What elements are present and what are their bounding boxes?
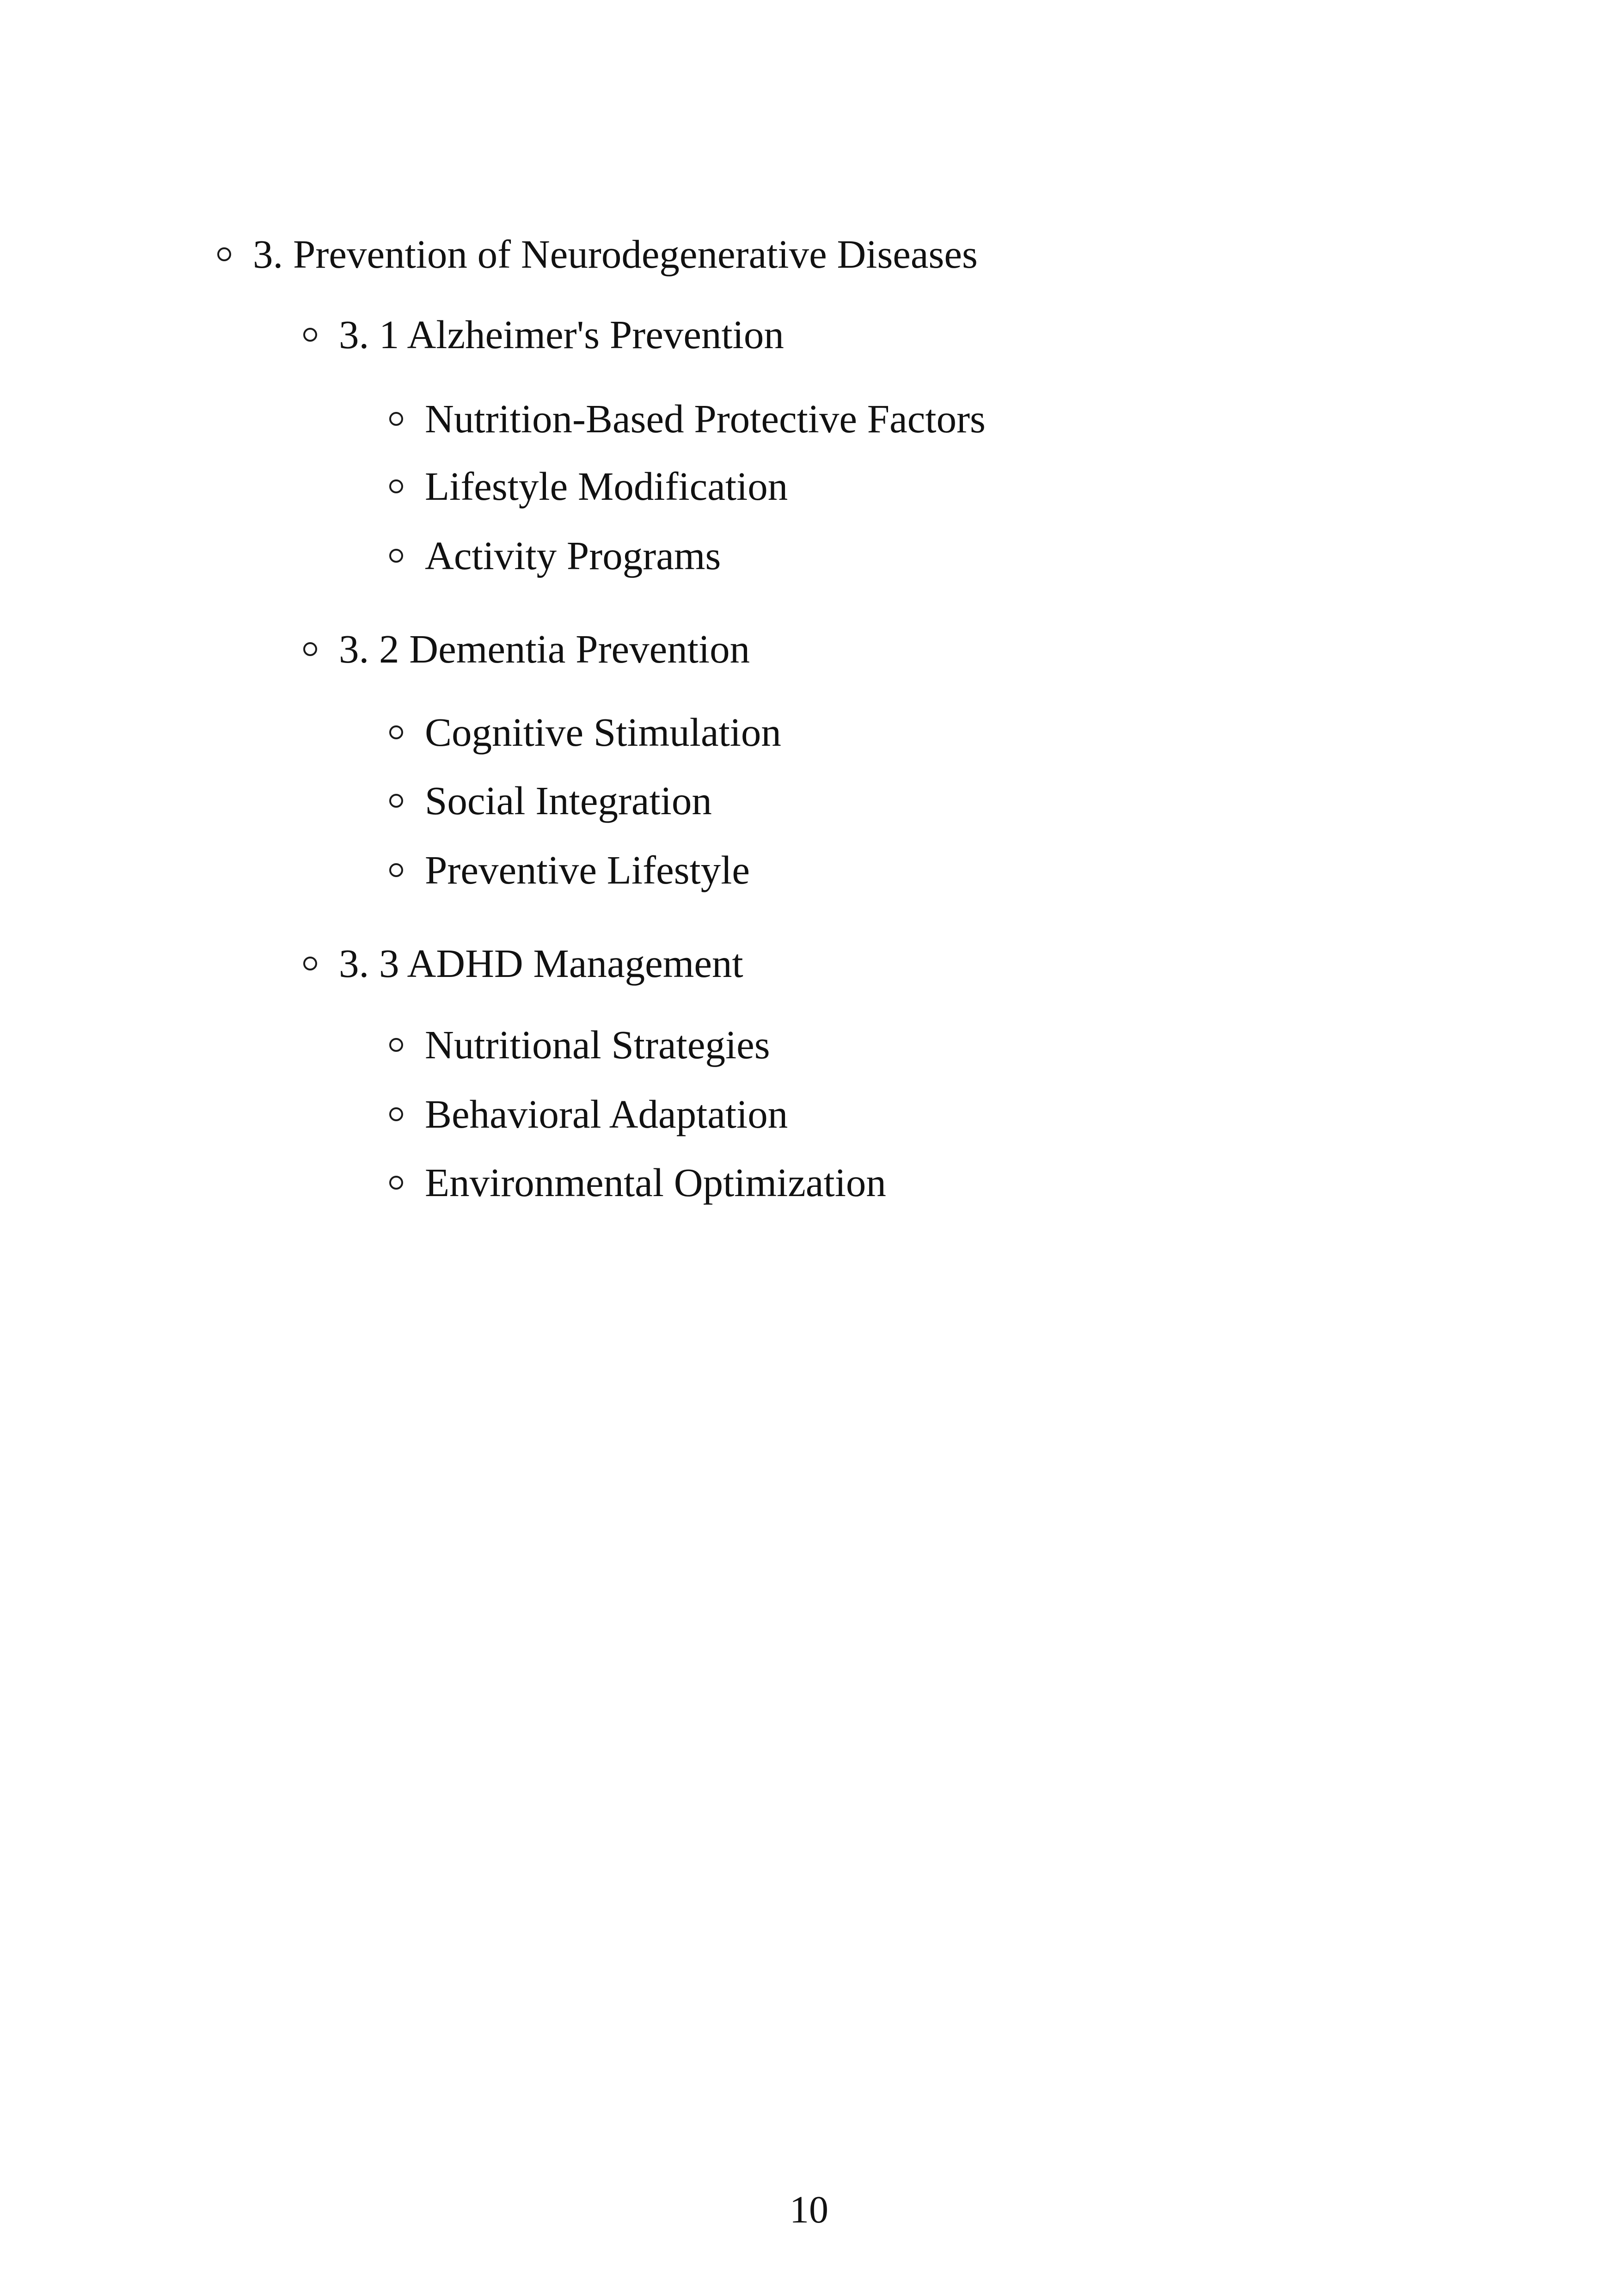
outline-item xyxy=(389,773,712,829)
hollow-circle-bullet-icon xyxy=(217,247,231,261)
subsection-heading: 3. 1 Alzheimer's Prevention xyxy=(339,312,784,357)
outline-item-label: Preventive Lifestyle xyxy=(425,847,750,892)
outline-item-label: Social Integration xyxy=(425,778,712,823)
hollow-circle-bullet-icon xyxy=(389,794,403,808)
outline-item-label: Behavioral Adaptation xyxy=(425,1092,788,1136)
hollow-circle-bullet-icon xyxy=(303,328,317,342)
outline-item-label: Lifestyle Modification xyxy=(425,464,788,509)
outline-subsection-3-3 xyxy=(303,936,743,991)
subsection-heading: 3. 3 ADHD Management xyxy=(339,941,743,986)
outline-item xyxy=(389,1087,788,1142)
hollow-circle-bullet-icon xyxy=(389,479,403,493)
outline-item-label: Nutritional Strategies xyxy=(425,1022,770,1067)
outline-subsection-3-1 xyxy=(303,307,784,362)
outline-section-3 xyxy=(217,227,978,282)
outline-item xyxy=(389,1155,886,1210)
outline-item xyxy=(389,391,986,447)
outline-item-label: Environmental Optimization xyxy=(425,1160,886,1205)
page-number: 10 xyxy=(790,2188,828,2231)
outline-subsection-3-2 xyxy=(303,621,750,677)
outline-item xyxy=(389,459,788,514)
hollow-circle-bullet-icon xyxy=(389,549,403,563)
hollow-circle-bullet-icon xyxy=(389,1038,403,1052)
hollow-circle-bullet-icon xyxy=(389,725,403,739)
section-heading: 3. Prevention of Neurodegenerative Diseases xyxy=(253,232,978,276)
outline-item xyxy=(389,842,750,898)
hollow-circle-bullet-icon xyxy=(389,1176,403,1190)
outline-item xyxy=(389,705,781,760)
hollow-circle-bullet-icon xyxy=(389,863,403,877)
subsection-heading: 3. 2 Dementia Prevention xyxy=(339,626,750,671)
hollow-circle-bullet-icon xyxy=(303,642,317,656)
hollow-circle-bullet-icon xyxy=(389,412,403,426)
hollow-circle-bullet-icon xyxy=(303,957,317,970)
outline-item-label: Nutrition-Based Protective Factors xyxy=(425,396,986,441)
hollow-circle-bullet-icon xyxy=(389,1107,403,1121)
outline-item-label: Activity Programs xyxy=(425,533,721,578)
outline-item-label: Cognitive Stimulation xyxy=(425,710,781,755)
outline-item xyxy=(389,1017,770,1073)
outline-item xyxy=(389,528,721,583)
